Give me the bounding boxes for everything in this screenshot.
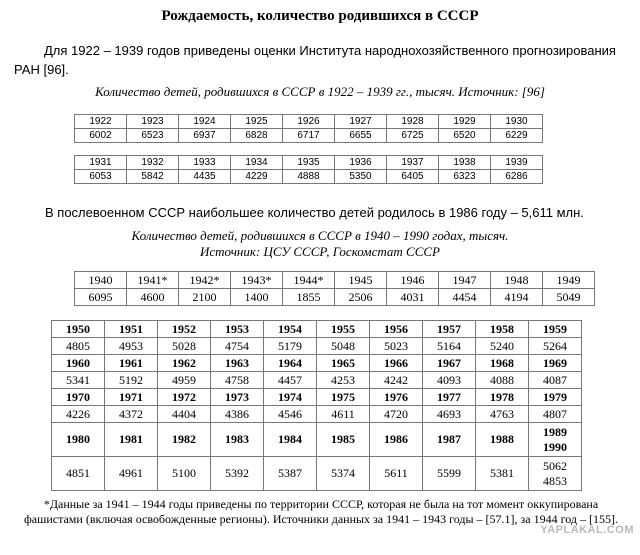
value-cell: 5023 xyxy=(370,338,423,355)
year-cell: 1958 xyxy=(476,321,529,338)
value-cell: 6655 xyxy=(335,129,387,143)
year-cell: 1961 xyxy=(105,355,158,372)
value-cell: 5350 xyxy=(335,170,387,184)
years-row xyxy=(75,115,543,129)
value-cell: 6523 xyxy=(127,129,179,143)
year-cell: 1976 xyxy=(370,389,423,406)
caption-1940-1990-line2: Источник: ЦСУ СССР, Госкомстат СССР xyxy=(199,244,440,259)
value-cell: 5164 xyxy=(423,338,476,355)
year-cell: 1946 xyxy=(387,272,439,289)
value-cell: 4807 xyxy=(529,406,582,423)
value-cell: 4242 xyxy=(370,372,423,389)
value-cell: 4754 xyxy=(211,338,264,355)
year-cell: 1987 xyxy=(423,423,476,457)
value-cell: 4454 xyxy=(439,289,491,306)
year-cell: 1971 xyxy=(105,389,158,406)
values-row xyxy=(52,457,582,491)
value-cell: 6828 xyxy=(231,129,283,143)
watermark-logo: YAPLAKAL.COM xyxy=(540,524,634,536)
values-row xyxy=(52,372,582,389)
year-cell: 1927 xyxy=(335,115,387,129)
year-cell: 1984 xyxy=(264,423,317,457)
value-cell: 6002 xyxy=(75,129,127,143)
year-cell: 1977 xyxy=(423,389,476,406)
year-cell: 1954 xyxy=(264,321,317,338)
value-cell: 4888 xyxy=(283,170,335,184)
value-cell: 4457 xyxy=(264,372,317,389)
year-cell: 1937 xyxy=(387,156,439,170)
value-cell: 5048 xyxy=(317,338,370,355)
value-cell: 6229 xyxy=(491,129,543,143)
values-row xyxy=(75,289,595,306)
year-cell: 1962 xyxy=(158,355,211,372)
years-row xyxy=(52,389,582,406)
year-cell: 1949 xyxy=(543,272,595,289)
year-cell: 1979 xyxy=(529,389,582,406)
year-cell: 1970 xyxy=(52,389,105,406)
year-cell: 1942* xyxy=(179,272,231,289)
year-cell: 1955 xyxy=(317,321,370,338)
value-cell: 6405 xyxy=(387,170,439,184)
footnote: *Данные за 1941 – 1944 годы приведены по территории СССР, которая не была на тот момент оккупирована фашистами (включая освобожденные регионы). Источники данных за 1941 – 1943 годы – [57.1], за 1944 год – [155]. xyxy=(24,497,618,526)
year-cell: 1945 xyxy=(335,272,387,289)
year-cell: 1967 xyxy=(423,355,476,372)
year-cell: 1943* xyxy=(231,272,283,289)
value-cell: 5387 xyxy=(264,457,317,491)
year-cell: 1935 xyxy=(283,156,335,170)
year-cell: 1978 xyxy=(476,389,529,406)
value-cell: 4953 xyxy=(105,338,158,355)
value-cell: 5264 xyxy=(529,338,582,355)
value-cell: 6717 xyxy=(283,129,335,143)
value-cell: 5240 xyxy=(476,338,529,355)
years-row xyxy=(75,272,595,289)
value-1990: 4853 xyxy=(543,473,567,488)
births-table-1940-1949 xyxy=(74,271,595,306)
year-cell: 1963 xyxy=(211,355,264,372)
year-cell: 1925 xyxy=(231,115,283,129)
year-label-1990: 1990 xyxy=(543,439,567,454)
value-cell: 4435 xyxy=(179,170,231,184)
year-label-1989: 1989 xyxy=(543,424,567,439)
year-cell: 1959 xyxy=(529,321,582,338)
year-cell: 1968 xyxy=(476,355,529,372)
value-cell: 5028 xyxy=(158,338,211,355)
value-cell: 4693 xyxy=(423,406,476,423)
value-cell: 4226 xyxy=(52,406,105,423)
value-cell: 5599 xyxy=(423,457,476,491)
value-cell: 5611 xyxy=(370,457,423,491)
year-cell: 1966 xyxy=(370,355,423,372)
year-cell: 1941* xyxy=(127,272,179,289)
value-cell: 4546 xyxy=(264,406,317,423)
year-cell: 1929 xyxy=(439,115,491,129)
value-cell: 4611 xyxy=(317,406,370,423)
value-cell: 4404 xyxy=(158,406,211,423)
year-cell: 1933 xyxy=(179,156,231,170)
year-cell: 1950 xyxy=(52,321,105,338)
value-cell: 5842 xyxy=(127,170,179,184)
value-cell: 4386 xyxy=(211,406,264,423)
value-cell: 4229 xyxy=(231,170,283,184)
year-cell: 1924 xyxy=(179,115,231,129)
value-cell: 4805 xyxy=(52,338,105,355)
value-cell: 4961 xyxy=(105,457,158,491)
year-cell: 1930 xyxy=(491,115,543,129)
year-cell: 1973 xyxy=(211,389,264,406)
page-title: Рождаемость, количество родившихся в СССР xyxy=(161,8,479,24)
year-cell: 1953 xyxy=(211,321,264,338)
caption-1922-1939: Количество детей, родившихся в СССР в 1922 – 1939 гг., тысяч. Источник: [96] xyxy=(95,84,545,99)
value-cell: 2506 xyxy=(335,289,387,306)
value-cell: 5049 xyxy=(543,289,595,306)
value-cell: 4087 xyxy=(529,372,582,389)
value-cell: 4253 xyxy=(317,372,370,389)
value-cell: 1855 xyxy=(283,289,335,306)
value-cell: 5100 xyxy=(158,457,211,491)
year-cell: 1940 xyxy=(75,272,127,289)
value-cell: 6286 xyxy=(491,170,543,184)
value-cell: 5374 xyxy=(317,457,370,491)
values-row xyxy=(52,338,582,355)
year-cell: 1938 xyxy=(439,156,491,170)
year-cell: 1926 xyxy=(283,115,335,129)
value-cell: 5392 xyxy=(211,457,264,491)
births-table-1931-1939 xyxy=(74,155,543,184)
value-cell: 5341 xyxy=(52,372,105,389)
year-cell-1989-1990 xyxy=(529,423,582,457)
value-cell: 5179 xyxy=(264,338,317,355)
year-cell: 1944* xyxy=(283,272,335,289)
values-row xyxy=(52,406,582,423)
value-cell: 6095 xyxy=(75,289,127,306)
year-cell: 1951 xyxy=(105,321,158,338)
value-1989: 5062 xyxy=(543,458,567,473)
year-cell: 1952 xyxy=(158,321,211,338)
year-cell: 1972 xyxy=(158,389,211,406)
value-cell: 4758 xyxy=(211,372,264,389)
year-cell: 1932 xyxy=(127,156,179,170)
year-cell: 1985 xyxy=(317,423,370,457)
value-cell: 6725 xyxy=(387,129,439,143)
value-cell: 1400 xyxy=(231,289,283,306)
value-cell: 5381 xyxy=(476,457,529,491)
year-cell: 1982 xyxy=(158,423,211,457)
year-cell: 1939 xyxy=(491,156,543,170)
year-cell: 1960 xyxy=(52,355,105,372)
postwar-paragraph: В послевоенном СССР наибольшее количество детей родилось в 1986 году – 5,611 млн. xyxy=(45,205,584,220)
year-cell: 1936 xyxy=(335,156,387,170)
value-cell: 4600 xyxy=(127,289,179,306)
year-cell: 1931 xyxy=(75,156,127,170)
year-cell: 1983 xyxy=(211,423,264,457)
value-cell: 6937 xyxy=(179,129,231,143)
years-row xyxy=(52,321,582,338)
value-cell: 4088 xyxy=(476,372,529,389)
value-cell-1989-1990 xyxy=(529,457,582,491)
years-row xyxy=(52,423,582,457)
intro-paragraph: Для 1922 – 1939 годов приведены оценки Института народнохозяйственного прогнозирования РАН [96]. xyxy=(14,43,616,77)
value-cell: 5192 xyxy=(105,372,158,389)
value-cell: 6053 xyxy=(75,170,127,184)
value-cell: 4093 xyxy=(423,372,476,389)
year-cell: 1934 xyxy=(231,156,283,170)
years-row xyxy=(52,355,582,372)
value-cell: 4851 xyxy=(52,457,105,491)
value-cell: 4031 xyxy=(387,289,439,306)
year-cell: 1981 xyxy=(105,423,158,457)
year-cell: 1974 xyxy=(264,389,317,406)
value-cell: 4959 xyxy=(158,372,211,389)
value-cell: 4763 xyxy=(476,406,529,423)
year-cell: 1923 xyxy=(127,115,179,129)
year-cell: 1975 xyxy=(317,389,370,406)
value-cell: 2100 xyxy=(179,289,231,306)
births-table-1922-1930 xyxy=(74,114,543,143)
value-cell: 4372 xyxy=(105,406,158,423)
year-cell: 1988 xyxy=(476,423,529,457)
year-cell: 1928 xyxy=(387,115,439,129)
year-cell: 1964 xyxy=(264,355,317,372)
values-row xyxy=(75,170,543,184)
caption-1940-1990-line1: Количество детей, родившихся в СССР в 1940 – 1990 годах, тысяч. xyxy=(131,228,509,243)
years-row xyxy=(75,156,543,170)
values-row xyxy=(75,129,543,143)
value-cell: 6520 xyxy=(439,129,491,143)
year-cell: 1965 xyxy=(317,355,370,372)
births-table-1950-1990 xyxy=(51,320,582,491)
year-cell: 1986 xyxy=(370,423,423,457)
year-cell: 1922 xyxy=(75,115,127,129)
year-cell: 1957 xyxy=(423,321,476,338)
value-cell: 4194 xyxy=(491,289,543,306)
value-cell: 6323 xyxy=(439,170,491,184)
year-cell: 1980 xyxy=(52,423,105,457)
year-cell: 1969 xyxy=(529,355,582,372)
year-cell: 1956 xyxy=(370,321,423,338)
year-cell: 1947 xyxy=(439,272,491,289)
value-cell: 4720 xyxy=(370,406,423,423)
year-cell: 1948 xyxy=(491,272,543,289)
